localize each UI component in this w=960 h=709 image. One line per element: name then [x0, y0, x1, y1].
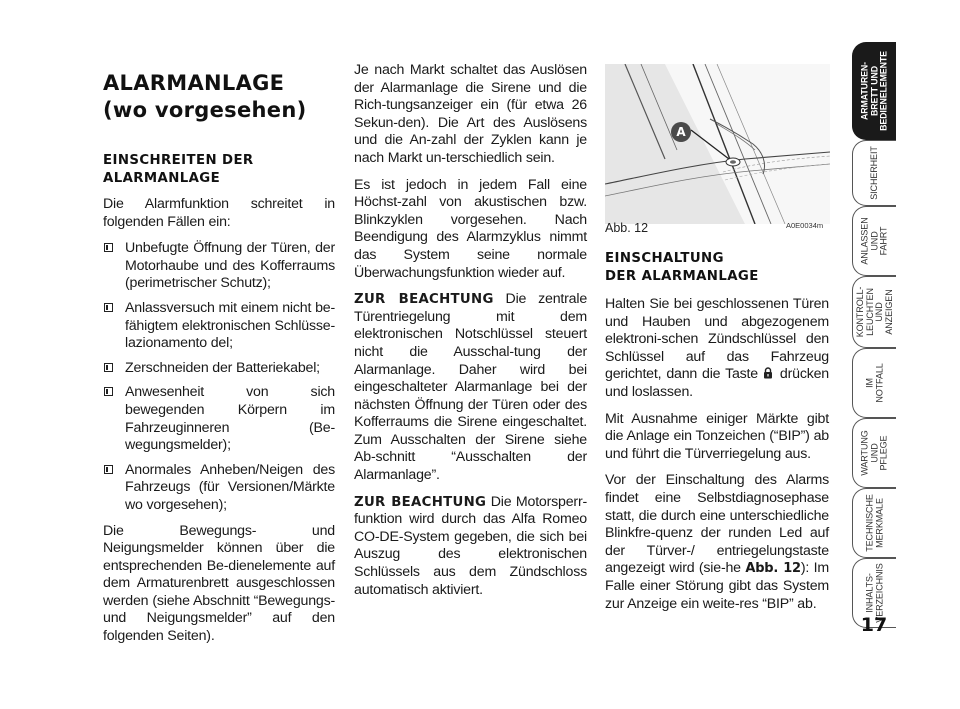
page-title: ALARMANLAGE (wo vorgesehen)	[103, 71, 307, 122]
lock-icon	[763, 367, 773, 379]
note-label: ZUR BEACHTUNG	[354, 494, 487, 510]
tab-wartung[interactable]: WARTUNG UND PFLEGE	[852, 418, 896, 488]
tab-anlassen[interactable]: ANLASSEN UND FAHRT	[852, 206, 896, 276]
figure-code: A0E0034m	[786, 221, 824, 230]
note-label: ZUR BEACHTUNG	[354, 292, 494, 308]
figure-door-panel	[605, 64, 830, 224]
list-item: Anlassversuch mit einem nicht be-fähigtem elektronischen Schlüsse-lazionamento del;	[103, 300, 335, 353]
paragraph-activation: Halten Sie bei geschlossenen Türen und Hauben und abgezogenem elektroni-schen Zündschlüssel den Schlüssel auf das Fahrzeug gerichtet, dann die Taste drücken und loslassen.	[605, 296, 829, 400]
checkbox-bullet-icon	[104, 465, 113, 474]
figure-reference: Abb. 12	[745, 561, 801, 577]
tab-im-notfall[interactable]: IM NOTFALL	[852, 348, 896, 418]
trigger-list	[103, 240, 335, 514]
intro-text: Die Alarmfunktion schreitet in folgenden Fällen ein:	[103, 196, 335, 230]
section-title-einschaltung: EINSCHALTUNG DER ALARMANLAGE	[605, 251, 759, 284]
list-item: Anormales Anheben/Neigen des Fahrzeugs (für Versionen/Märkte wo vorgesehen);	[103, 462, 335, 515]
tab-inhaltsverzeichnis[interactable]: INHALTS- VERZEICHNIS	[852, 558, 896, 628]
callout-a-badge: A	[671, 122, 691, 142]
figure-caption: Abb. 12	[605, 221, 649, 235]
tab-technische-merkmale[interactable]: TECHNISCHE MERKMALE	[852, 488, 896, 558]
page-number: 17	[860, 614, 888, 636]
right-column	[605, 250, 829, 622]
checkbox-bullet-icon	[104, 303, 113, 312]
note-emergency-key: ZUR BEACHTUNG Die zentrale Türentriegelung mit dem elektronischen Notschlüssel steuert nicht die Ausschal-tung der Alarmanlage. Daher wird bei eingeschalteter Alarmanlage bei der nächsten Öffnung der Türen oder des Kofferraums die Sirene eingeschaltet. Zum Ausschalten der Sirene siehe Ab-schnitt “Ausschalten der Alarmanlage”.	[354, 291, 588, 484]
chapter-tabs	[852, 42, 896, 682]
checkbox-bullet-icon	[104, 387, 113, 396]
list-item: Zerschneiden der Batteriekabel;	[103, 360, 335, 378]
checkbox-bullet-icon	[104, 363, 113, 372]
closing-text: Die Bewegungs- und Neigungsmelder können über die entsprechenden Be-dienelemente auf dem Armaturenbrett ausgeschlossen werden (siehe Abschnitt “Bewegungs- und Neigungsmelder” auf den folgenden Seiten).	[103, 522, 335, 645]
note-immobilizer: ZUR BEACHTUNG Die Motorsperr-funktion wird durch das Alfa Romeo CO-DE-System gegeben, die sich bei Auszug des elektronischen Schlüssels aus dem Zündschloss automatisch aktiviert.	[354, 493, 587, 598]
checkbox-bullet-icon	[104, 243, 113, 252]
tab-kontrollleuchten[interactable]: KONTROLL- LEUCHTEN UND ANZEIGEN	[852, 276, 896, 348]
tab-sicherheit[interactable]: SICHERHEIT	[852, 140, 896, 206]
list-item: Unbefugte Öffnung der Türen, der Motorhaube und des Kofferraums (perimetrischer Schutz);	[103, 240, 335, 293]
paragraph-cycles: Es ist jedoch in jedem Fall eine Höchst-zahl von akustischen bzw. Blinkzyklen vorgesehen. Nach Beendigung des Alarmzyklus nimmt das System seine normale Überwachungsfunktion wieder auf.	[354, 176, 587, 281]
section-title-einschreiten: EINSCHREITEN DER ALARMANLAGE	[103, 153, 254, 186]
paragraph-selfdiagnosis: Vor der Einschaltung des Alarms findet eine Selbstdiagnosephase statt, die durch eine unterschiedliche Blinkfre-quenz der runden Led auf der Türver-/ entriegelungstaste angezeigt wird (sie-he Abb. 12): Im Falle einer Störung gibt das System zur Anzeige ein weite-res “BIP” ab.	[605, 472, 829, 612]
paragraph-market: Je nach Markt schaltet das Auslösen der Alarmanlage die Sirene und die Rich-tungsanzeiger ein (für etwa 26 Sekun-den). Die Art des Auslösens und die An-zahl der Zyklen kann je nach Markt un-terschiedlich sein.	[354, 62, 587, 166]
list-item: Anwesenheit von sich bewegenden Körpern im Fahrzeuginneren (Be-wegungsmelder);	[103, 384, 335, 454]
left-column	[103, 62, 335, 655]
tab-armaturenbrett[interactable]: ARMATUREN- BRETT UND BEDIENELEMENTE	[852, 42, 896, 140]
middle-column	[354, 62, 587, 608]
door-panel-illustration	[605, 64, 830, 224]
paragraph-beep: Mit Ausnahme einiger Märkte gibt die Anlage ein Tonzeichen (“BIP”) ab und führt die Türverriegelung aus.	[605, 410, 829, 462]
